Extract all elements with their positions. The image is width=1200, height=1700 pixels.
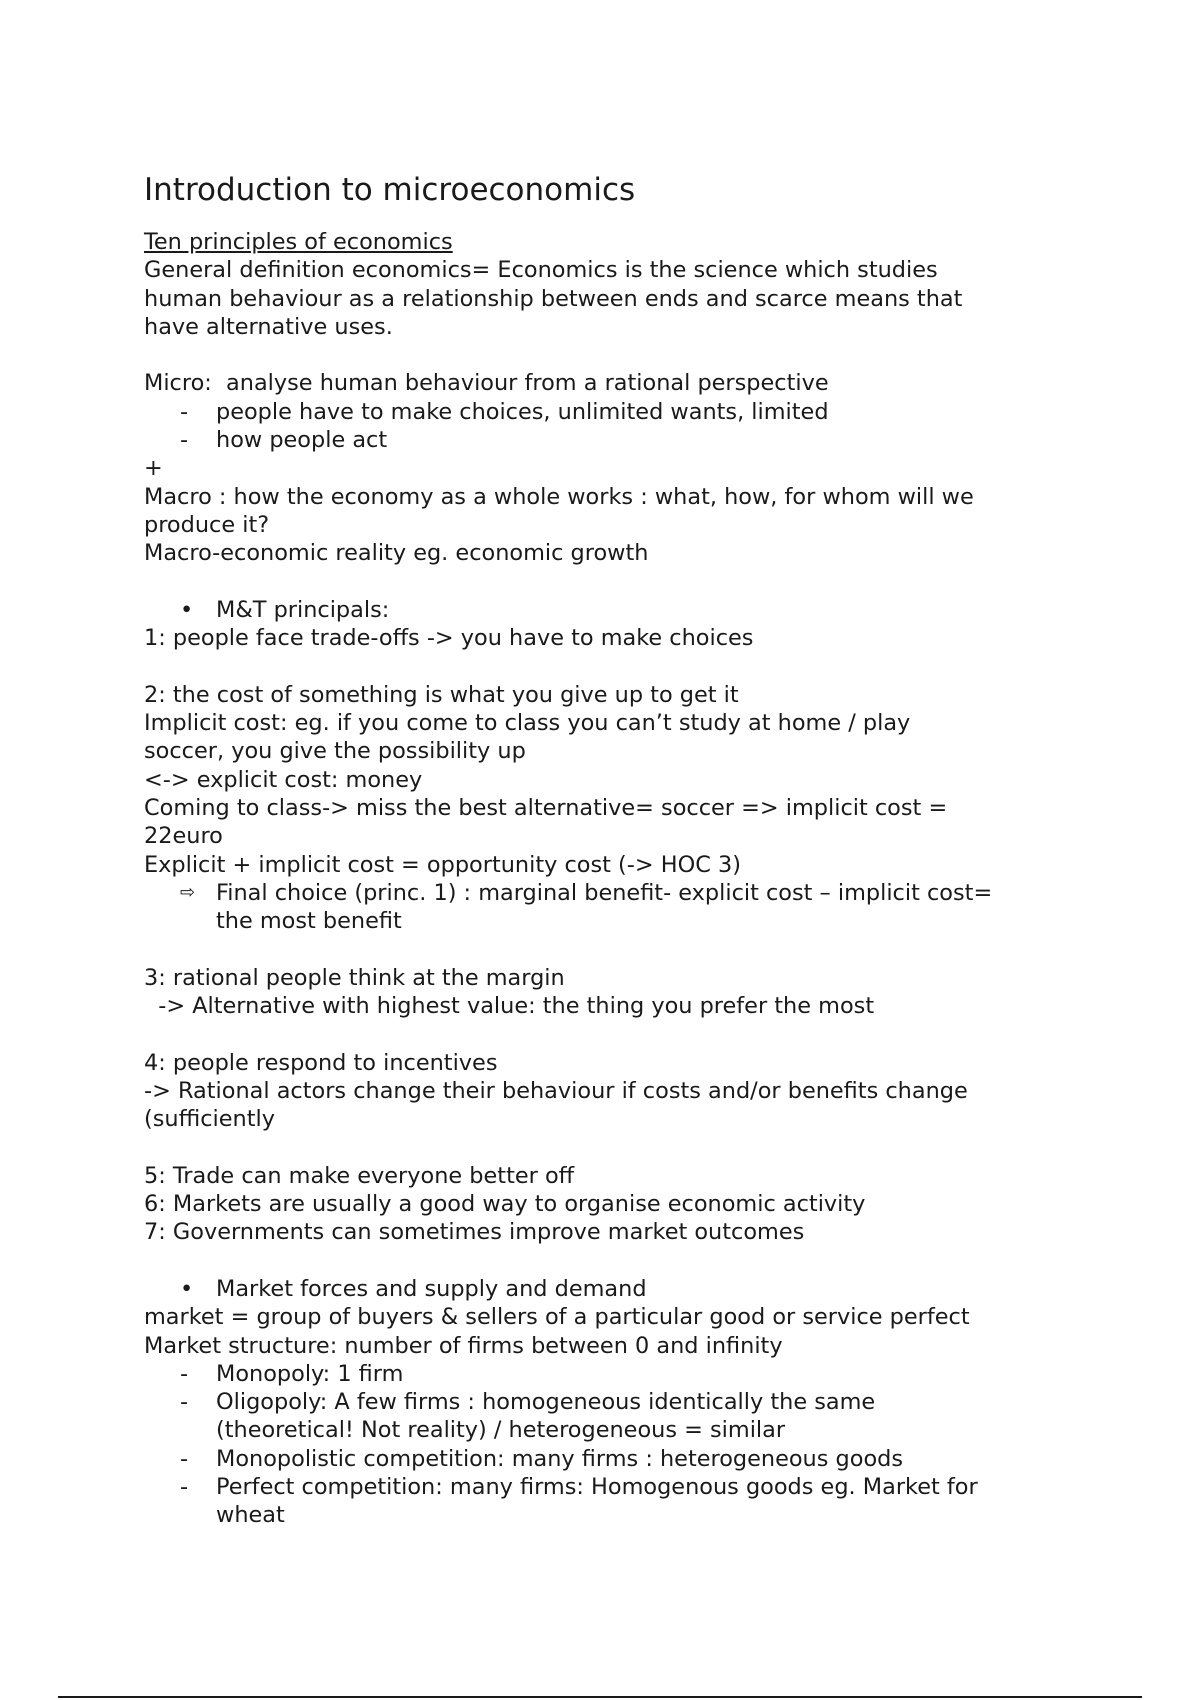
principle-4-line-3: (sufficiently [144, 1106, 275, 1133]
spacer [144, 652, 1074, 680]
principle-3-line-2: -> Alternative with highest value: the thing you prefer the most [144, 993, 875, 1020]
macro-line-1: Macro : how the economy as a whole works : what, how, for whom will we [144, 483, 974, 510]
principle-7: 7: Governments can sometimes improve market outcomes [144, 1219, 805, 1246]
dash-marker: - [180, 1445, 189, 1472]
arrow-item-final-choice [144, 879, 1074, 936]
arrow-item-line-2: the most benefit [216, 908, 402, 935]
principle-4-line-1: 4: people respond to incentives [144, 1049, 498, 1076]
market-line-2: Market structure: number of firms between 0 and infinity [144, 1332, 783, 1359]
principle-2-line-1: 2: the cost of something is what you give up to get it [144, 681, 739, 708]
structure-line: Perfect competition: many firms: Homogenous goods eg. Market for [216, 1474, 978, 1501]
micro-item-2 [144, 426, 1074, 454]
dash-marker: - [180, 1389, 189, 1416]
definition-line-2: human behaviour as a relationship between ends and scarce means that [144, 285, 963, 312]
principle-2-line-2: Implicit cost: eg. if you come to class you can’t study at home / play [144, 710, 911, 737]
bullet-market-forces [144, 1275, 1074, 1303]
bullet-text: M&T principals: [216, 596, 390, 623]
spacer [144, 1020, 1074, 1048]
bullet-mt-principals [144, 596, 1074, 624]
spacer [144, 341, 1074, 369]
structure-line: Monopoly: 1 firm [216, 1360, 404, 1387]
structure-line: Monopolistic competition: many firms : heterogeneous goods [216, 1445, 904, 1472]
bullet-text: Market forces and supply and demand [216, 1275, 647, 1302]
principle-3-line-1: 3: rational people think at the margin [144, 964, 565, 991]
principle-2-line-3: soccer, you give the possibility up [144, 738, 526, 765]
structure-item-monopolistic [144, 1445, 1074, 1473]
structure-line: Oligopoly: A few firms : homogeneous identically the same [216, 1389, 876, 1416]
section-heading: Ten principles of economics [144, 229, 453, 255]
macro-line-3: Macro-economic reality eg. economic growth [144, 540, 649, 567]
arrow-item-line-1: Final choice (princ. 1) : marginal benefit- explicit cost – implicit cost= [216, 879, 993, 906]
structure-item-oligopoly [144, 1388, 1074, 1445]
structure-item-monopoly [144, 1360, 1074, 1388]
bullet-icon: • [180, 1275, 194, 1302]
principle-6: 6: Markets are usually a good way to organise economic activity [144, 1191, 866, 1218]
spacer [144, 1134, 1074, 1162]
structure-line: (theoretical! Not reality) / heterogeneous = similar [216, 1417, 786, 1444]
micro-line: Micro: analyse human behaviour from a rational perspective [144, 370, 829, 397]
dash-marker: - [180, 427, 189, 454]
document-page [144, 170, 1074, 1530]
principle-4-line-2: -> Rational actors change their behaviour if costs and/or benefits change [144, 1077, 968, 1104]
structure-item-perfect [144, 1473, 1074, 1530]
market-line-1: market = group of buyers & sellers of a particular good or service perfect [144, 1304, 970, 1331]
plus-sign: + [144, 455, 163, 482]
principle-2-line-6: 22euro [144, 823, 223, 850]
dash-marker: - [180, 398, 189, 425]
dash-marker: - [180, 1474, 189, 1501]
bullet-icon: • [180, 596, 194, 623]
macro-line-2: produce it? [144, 511, 270, 538]
structure-line: wheat [216, 1502, 285, 1529]
micro-item-text: how people act [216, 427, 388, 454]
micro-item-text: people have to make choices, unlimited wants, limited [216, 398, 829, 425]
document-title: Introduction to microeconomics [144, 172, 636, 208]
bottom-rule [58, 1696, 1142, 1698]
definition-line-3: have alternative uses. [144, 313, 393, 340]
principle-2-line-5: Coming to class-> miss the best alternative= soccer => implicit cost = [144, 794, 948, 821]
principle-2-line-4: <-> explicit cost: money [144, 766, 423, 793]
arrow-icon: ⇨ [180, 881, 196, 903]
principle-2-line-7: Explicit + implicit cost = opportunity cost (-> HOC 3) [144, 851, 741, 878]
dash-marker: - [180, 1360, 189, 1387]
spacer [144, 568, 1074, 596]
principle-1: 1: people face trade-offs -> you have to make choices [144, 625, 754, 652]
spacer [144, 1247, 1074, 1275]
principle-5: 5: Trade can make everyone better off [144, 1162, 575, 1189]
spacer [144, 935, 1074, 963]
definition-line-1: General definition economics= Economics is the science which studies [144, 257, 938, 284]
micro-item-1 [144, 398, 1074, 426]
